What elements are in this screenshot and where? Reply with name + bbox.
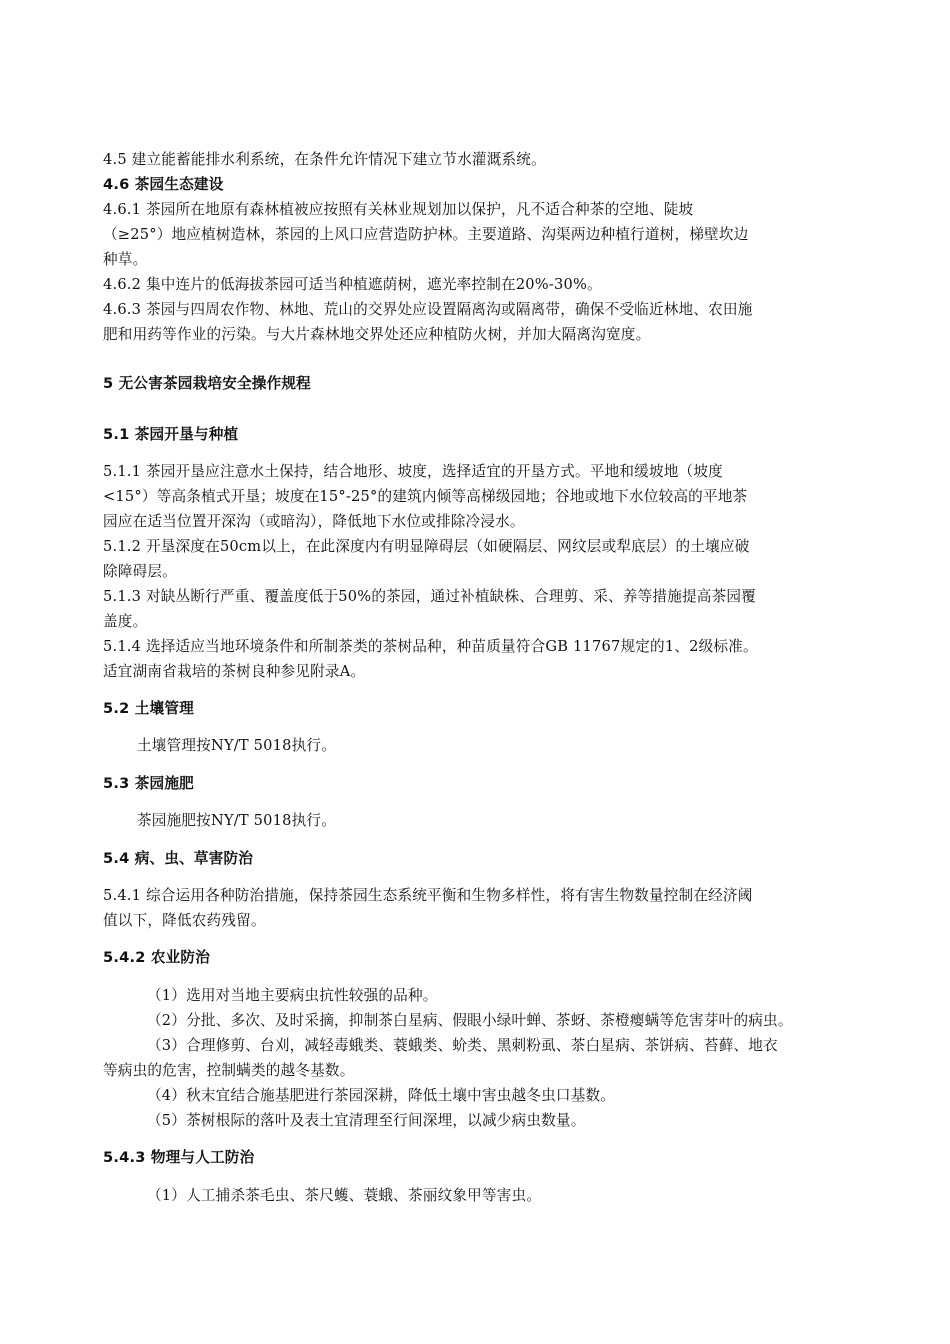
heading-5-4-2: 5.4.2 农业防治 bbox=[103, 949, 211, 966]
item-5-4-2-4: （4）秋末宜结合施基肥进行茶园深耕，降低土壤中害虫越冬虫口基数。 bbox=[147, 1087, 616, 1104]
clause-5-1-4-line-2: 适宜湖南省栽培的茶树良种参见附录A。 bbox=[103, 663, 366, 680]
item-5-4-2-2: （2）分批、多次、及时采摘，抑制茶白星病、假眼小绿叶蝉、茶蚜、茶橙瘿螨等危害芽叶的病虫。 bbox=[147, 1012, 793, 1029]
clause-5-1-2-line-2: 除障碍层。 bbox=[103, 563, 177, 580]
item-5-4-2-1: （1）选用对当地主要病虫抗性较强的品种。 bbox=[147, 987, 438, 1004]
clause-5-1-1-line-2: <15°）等高条植式开垦；坡度在15°-25°的建筑内倾等高梯级园地；谷地或地下水位较高的平地茶 bbox=[103, 488, 748, 505]
clause-4-6-2: 4.6.2 集中连片的低海拔茶园可适当种植遮荫树，遮光率控制在20%-30%。 bbox=[103, 276, 602, 293]
heading-5-4-3: 5.4.3 物理与人工防治 bbox=[103, 1149, 255, 1166]
item-5-4-3-1: （1）人工捕杀茶毛虫、茶尺蠖、蓑蛾、茶丽纹象甲等害虫。 bbox=[147, 1187, 542, 1204]
clause-5-3-text: 茶园施肥按NY/T 5018执行。 bbox=[137, 812, 336, 829]
heading-5-1: 5.1 茶园开垦与种植 bbox=[103, 426, 239, 443]
clause-5-1-3-line-1: 5.1.3 对缺丛断行严重、覆盖度低于50%的茶园，通过补植缺株、合理剪、采、养等措施提高茶园覆 bbox=[103, 588, 756, 605]
clause-5-1-2-line-1: 5.1.2 开垦深度在50cm以上，在此深度内有明显障碍层（如硬隔层、网纹层或犁底层）的土壤应破 bbox=[103, 538, 750, 555]
clause-5-1-1-line-1: 5.1.1 茶园开垦应注意水土保持，结合地形、坡度，选择适宜的开垦方式。平地和缓坡地（坡度 bbox=[103, 463, 723, 480]
heading-5-2: 5.2 土壤管理 bbox=[103, 700, 194, 717]
clause-4-6-1-line-1: 4.6.1 茶园所在地原有森林植被应按照有关林业规划加以保护，凡不适合种茶的空地、陡坡 bbox=[103, 201, 694, 218]
clause-4-6-1-line-2: （≥25°）地应植树造林，茶园的上风口应营造防护林。主要道路、沟渠两边种植行道树，梯壁坎边 bbox=[103, 226, 749, 243]
clause-4-6-1-line-3: 种草。 bbox=[103, 251, 148, 268]
clause-5-1-1-line-3: 园应在适当位置开深沟（或暗沟），降低地下水位或排除冷浸水。 bbox=[103, 513, 525, 530]
item-5-4-2-3-line-2: 等病虫的危害，控制螨类的越冬基数。 bbox=[103, 1062, 355, 1079]
clause-5-1-4-line-1: 5.1.4 选择适应当地环境条件和所制茶类的茶树品种，种苗质量符合GB 11767规定的1、2级标准。 bbox=[103, 638, 758, 655]
clause-4-5: 4.5 建立能蓄能排水利系统，在条件允许情况下建立节水灌溉系统。 bbox=[103, 151, 546, 168]
clause-5-4-1-line-2: 值以下，降低农药残留。 bbox=[103, 912, 266, 929]
heading-5-3: 5.3 茶园施肥 bbox=[103, 775, 194, 792]
item-5-4-2-3-line-1: （3）合理修剪、台刈，减轻毒蛾类、蓑蛾类、蚧类、黑刺粉虱、茶白星病、茶饼病、苔藓、地衣 bbox=[147, 1037, 778, 1054]
clause-4-6-3-line-1: 4.6.3 茶园与四周农作物、林地、荒山的交界处应设置隔离沟或隔离带，确保不受临近林地、农田施 bbox=[103, 301, 753, 318]
clause-5-4-1-line-1: 5.4.1 综合运用各种防治措施，保持茶园生态系统平衡和生物多样性，将有害生物数量控制在经济阈 bbox=[103, 887, 753, 904]
clause-5-1-3-line-2: 盖度。 bbox=[103, 613, 148, 630]
heading-5-4: 5.4 病、虫、草害防治 bbox=[103, 850, 254, 867]
clause-5-2-text: 土壤管理按NY/T 5018执行。 bbox=[137, 737, 336, 754]
item-5-4-2-5: （5）茶树根际的落叶及表土宜清理至行间深埋，以减少病虫数量。 bbox=[147, 1112, 586, 1129]
heading-section-5: 5 无公害茶园栽培安全操作规程 bbox=[103, 375, 311, 392]
heading-4-6: 4.6 茶园生态建设 bbox=[103, 176, 224, 193]
clause-4-6-3-line-2: 肥和用药等作业的污染。与大片森林地交界处还应种植防火树，并加大隔离沟宽度。 bbox=[103, 326, 651, 343]
